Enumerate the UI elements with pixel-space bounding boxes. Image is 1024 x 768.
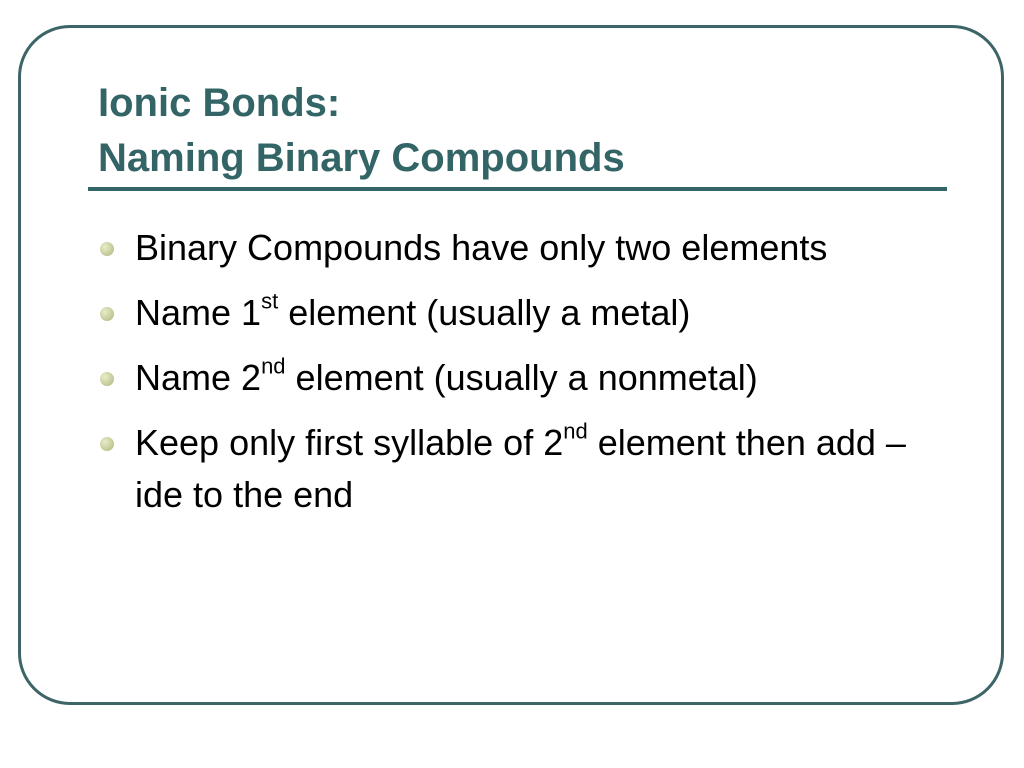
bullet-icon <box>100 437 114 451</box>
bullet-item-1 <box>98 222 948 274</box>
bullet-text-start: Keep only first syllable of 2 <box>135 422 564 463</box>
title-underline <box>88 187 947 191</box>
ordinal-suffix: st <box>261 288 279 314</box>
bullet-item-2 <box>98 287 948 339</box>
slide-title <box>98 76 625 186</box>
bullet-icon <box>100 307 114 321</box>
slide-title-line-1: Ionic Bonds: <box>98 81 341 125</box>
bullet-text-start: Name 1 <box>135 292 262 333</box>
bullet-text-end: element (usually a nonmetal) <box>285 357 758 398</box>
bullet-list <box>98 222 948 534</box>
bullet-icon <box>100 372 114 386</box>
bullet-text: Binary Compounds have only two elements <box>135 227 828 268</box>
bullet-icon <box>100 242 114 256</box>
bullet-text-end: element then add –ide to the end <box>135 422 906 515</box>
ordinal-suffix: nd <box>563 418 588 444</box>
bullet-item-4 <box>98 417 948 521</box>
slide-title-line-2: Naming Binary Compounds <box>98 136 625 180</box>
bullet-text-start: Name 2 <box>135 357 262 398</box>
bullet-item-3 <box>98 352 948 404</box>
ordinal-suffix: nd <box>261 353 286 379</box>
bullet-text-end: element (usually a metal) <box>278 292 691 333</box>
